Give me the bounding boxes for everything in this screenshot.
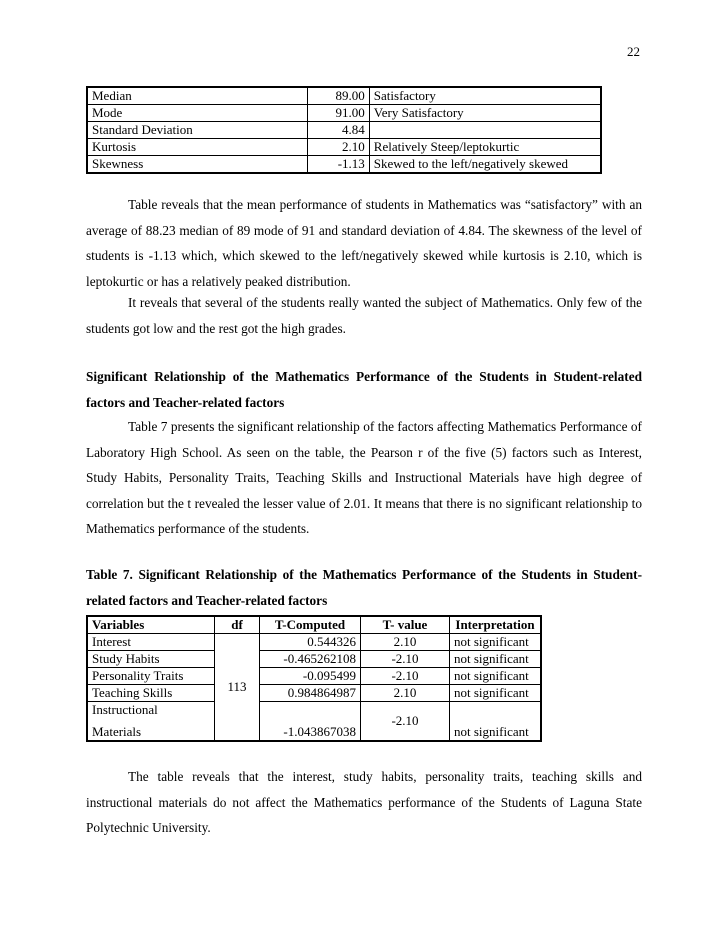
descriptive-statistics-table <box>86 86 602 174</box>
t-computed-cell: 0.984864987 <box>260 685 361 702</box>
column-header-t-value: T- value <box>361 616 450 634</box>
t-computed-cell: -1.043867038 <box>260 702 361 742</box>
stat-interpretation: Very Satisfactory <box>369 105 601 122</box>
variable-cell: Study Habits <box>87 651 215 668</box>
table-row <box>87 156 601 174</box>
t-value-cell: -2.10 <box>361 702 450 742</box>
stat-value: 89.00 <box>308 87 370 105</box>
t-value-cell: -2.10 <box>361 668 450 685</box>
stat-value: -1.13 <box>308 156 370 174</box>
variable-cell <box>87 702 215 742</box>
variable-line: Instructional <box>92 702 158 717</box>
interpretation-cell: not significant <box>450 634 542 651</box>
paragraph-student-interest: It reveals that several of the students really wanted the subject of Mathematics. Only few of the students got low and the rest got the high grades. <box>86 295 642 336</box>
table-caption: Table 7. Significant Relationship of the Mathematics Performance of the Students in Student-related factors and Teacher-related factors <box>86 567 642 608</box>
page-number: 22 <box>627 44 640 59</box>
table-row <box>87 122 601 139</box>
stat-value: 91.00 <box>308 105 370 122</box>
interpretation-cell: not significant <box>450 668 542 685</box>
interpretation-cell: not significant <box>450 702 542 742</box>
table-row <box>87 87 601 105</box>
paragraph-table7-intro: Table 7 presents the significant relationship of the factors affecting Mathematics Performance of Laboratory High School. As seen on the table, the Pearson r of the five (5) factors such as Interest, Study Habits, Personality Traits, Teaching Skills and Instructional Materials have high degree of correlation but the t revealed the lesser value of 2.01. It means that there is no significant relationship to Mathematics performance of the students. <box>86 419 642 537</box>
t-computed-cell: -0.095499 <box>260 668 361 685</box>
t-computed-cell: 0.544326 <box>260 634 361 651</box>
t-value-cell: 2.10 <box>361 634 450 651</box>
variable-cell: Interest <box>87 634 215 651</box>
table-row <box>87 668 541 685</box>
variable-cell: Personality Traits <box>87 668 215 685</box>
variable-cell: Teaching Skills <box>87 685 215 702</box>
df-cell: 113 <box>215 634 260 742</box>
t-value-cell: 2.10 <box>361 685 450 702</box>
paragraph-conclusion: The table reveals that the interest, study habits, personality traits, teaching skills and instructional materials do not affect the Mathematics performance of the Students of Laguna State Polytechnic University. <box>86 769 642 836</box>
stat-label: Standard Deviation <box>87 122 308 139</box>
column-header-interpretation: Interpretation <box>450 616 542 634</box>
table-row <box>87 685 541 702</box>
paragraph-mean-performance: Table reveals that the mean performance of students in Mathematics was “satisfactory” with an average of 88.23 median of 89 mode of 91 and standard deviation of 4.84. The skewness of the level of students is -1.13 which, which skewed to the left/negatively skewed while kurtosis is 2.10, which is leptokurtic or has a relatively peaked distribution. <box>86 197 642 289</box>
table-row <box>87 139 601 156</box>
variable-line: Materials <box>92 724 142 739</box>
stat-label: Mode <box>87 105 308 122</box>
table7-significance-table <box>86 615 542 742</box>
t-value-cell: -2.10 <box>361 651 450 668</box>
stat-value: 4.84 <box>308 122 370 139</box>
stat-value: 2.10 <box>308 139 370 156</box>
stat-label: Kurtosis <box>87 139 308 156</box>
stat-interpretation: Satisfactory <box>369 87 601 105</box>
column-header-variables: Variables <box>87 616 215 634</box>
stat-label: Median <box>87 87 308 105</box>
table-row <box>87 651 541 668</box>
stat-interpretation: Skewed to the left/negatively skewed <box>369 156 601 174</box>
table-header-row <box>87 616 541 634</box>
column-header-t-computed: T-Computed <box>260 616 361 634</box>
table-row <box>87 105 601 122</box>
stat-interpretation: Relatively Steep/leptokurtic <box>369 139 601 156</box>
table-row <box>87 702 541 742</box>
table-row <box>87 634 541 651</box>
column-header-df: df <box>215 616 260 634</box>
interpretation-cell: not significant <box>450 651 542 668</box>
interpretation-cell: not significant <box>450 685 542 702</box>
stat-label: Skewness <box>87 156 308 174</box>
stat-interpretation <box>369 122 601 139</box>
section-heading: Significant Relationship of the Mathematics Performance of the Students in Student-related factors and Teacher-related factors <box>86 369 642 410</box>
t-computed-cell: -0.465262108 <box>260 651 361 668</box>
